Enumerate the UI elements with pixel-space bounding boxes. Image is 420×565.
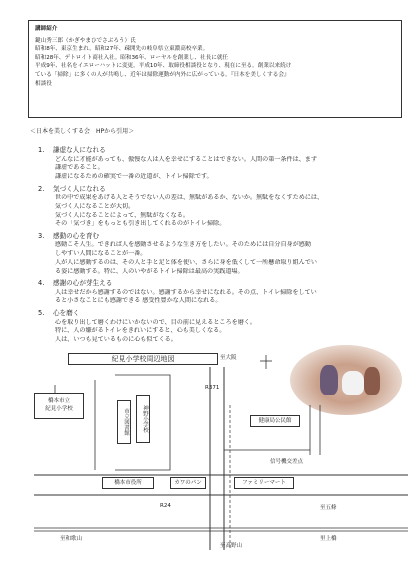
area-map (20, 345, 408, 550)
item-text: 人は、いつも見ているものに心も似てくる。 (55, 336, 177, 344)
item-text: 特に、人の嫌がるトイレをきれいにすると、心も美しくなる。 (55, 327, 226, 335)
building-label: 市立図書館 (117, 400, 131, 444)
item-text: 心を取り出して磨くわけにいかないので、目の前に見えるところを磨く。 (55, 318, 256, 326)
intro-line: 平成9年、社名をイエローハットに変更。平成10年、取締役相談役となり、現在に至る。創業以来続け (35, 63, 292, 70)
direction-label: 至和歌山 (60, 536, 83, 542)
item-text: しやすい人間になることが一番。 (55, 250, 147, 258)
direction-label: 至大阪 (220, 355, 237, 361)
building-label: 健康局公民館 (250, 415, 300, 427)
building-label: 神野小学校 (136, 395, 150, 443)
list-item (38, 146, 408, 182)
intro-title: 講師紹介 (35, 26, 58, 32)
speaker-intro-box (28, 20, 402, 118)
item-title: 心を磨く (53, 309, 80, 318)
source-citation: ＜日本を美しくする会 HPから引用＞ (30, 128, 135, 135)
item-text: どんなに才能があっても、傲慢な人は人を幸せにすることはできない。人間の第一条件は、まず (55, 155, 317, 163)
item-text: 世の中で成果をあげる人とそうでない人の差は、無駄があるか、ないか。無駄をなくすためには、 (55, 194, 324, 202)
item-number: 2. (38, 184, 45, 193)
direction-label: 至五條 (320, 505, 337, 511)
list-item (38, 279, 408, 306)
item-text: ると小さなことにも感謝できる 感受性豊かな人間になれる。 (55, 297, 222, 305)
item-text: 感動こそ人生。できれば人を感動させるような生き方をしたい。そのためには自分自身が感動 (55, 241, 311, 249)
item-text: 気づく人になることが大切。 (55, 202, 135, 210)
list-item (38, 232, 408, 276)
list-item (38, 185, 408, 229)
item-text: 謙虚になるための確実で一番の近道が、トイレ掃除です。 (55, 172, 213, 180)
place-label: 信号機交差点 (270, 459, 304, 465)
intro-line: ている「掃除」に多くの人が共鳴し、近年は掃除運動が内外に広がっている。『日本を美しくする会』 (35, 71, 290, 78)
map-roads (20, 345, 408, 550)
item-number: 3. (38, 231, 45, 240)
item-title: 感動の心を育む (53, 231, 100, 240)
intro-line: 相談役 (35, 80, 52, 87)
item-title: 感謝の心が芽生える (53, 279, 113, 288)
item-number: 5. (38, 309, 45, 318)
building-label: カワのパン (170, 477, 206, 489)
item-number: 1. (38, 146, 45, 154)
item-title: 気づく人になれる (53, 184, 106, 193)
item-title: 謙虚な人になれる (53, 146, 106, 154)
benefit-list (38, 146, 408, 348)
item-number: 4. (38, 279, 45, 288)
road-label: R371 (205, 385, 220, 391)
building-label: 橋本市役所 (102, 477, 154, 489)
place-label: 里上橋 (320, 536, 337, 542)
item-text: 人は幸せだから感謝するのではない。感謝するから幸せになれる。その点、トイレ掃除をしてい (55, 288, 317, 296)
intro-line: 昭和28年、デトロイト商社入社。昭和36年、ローヤルを創業し、社長に就任 (35, 54, 229, 61)
map-title: 紀見小学校周辺地図 (68, 353, 218, 365)
road-label: R24 (160, 503, 171, 509)
intro-line: 鍵山秀三郎（かぎやまひでさぶろう）氏 (35, 37, 136, 44)
direction-label: 至高野山 (220, 543, 243, 549)
building-label: ファミリーマート (234, 477, 294, 489)
item-text: その「気づき」をもっとも引き出してくれるのがトイレ掃除。 (55, 220, 226, 228)
item-text: 気づく人になることによって、無駄がなくなる。 (55, 211, 189, 219)
item-text: 人が人に感動するのは、その人と手と足と体を使い、さらに身を低くして一所懸命取り組んでい (55, 258, 318, 266)
list-item (38, 309, 408, 345)
item-text: 謙虚であること。 (55, 164, 104, 172)
item-text: る姿に感動する。特に、人のいやがるトイレ掃除は最高の実践道場。 (55, 267, 244, 275)
school-label: 橋本市立 紀見小学校 (34, 393, 84, 419)
intro-line: 昭和8年、東京生まれ。昭和27年、疎開先の岐阜県立東濃高校卒業。 (35, 46, 209, 53)
